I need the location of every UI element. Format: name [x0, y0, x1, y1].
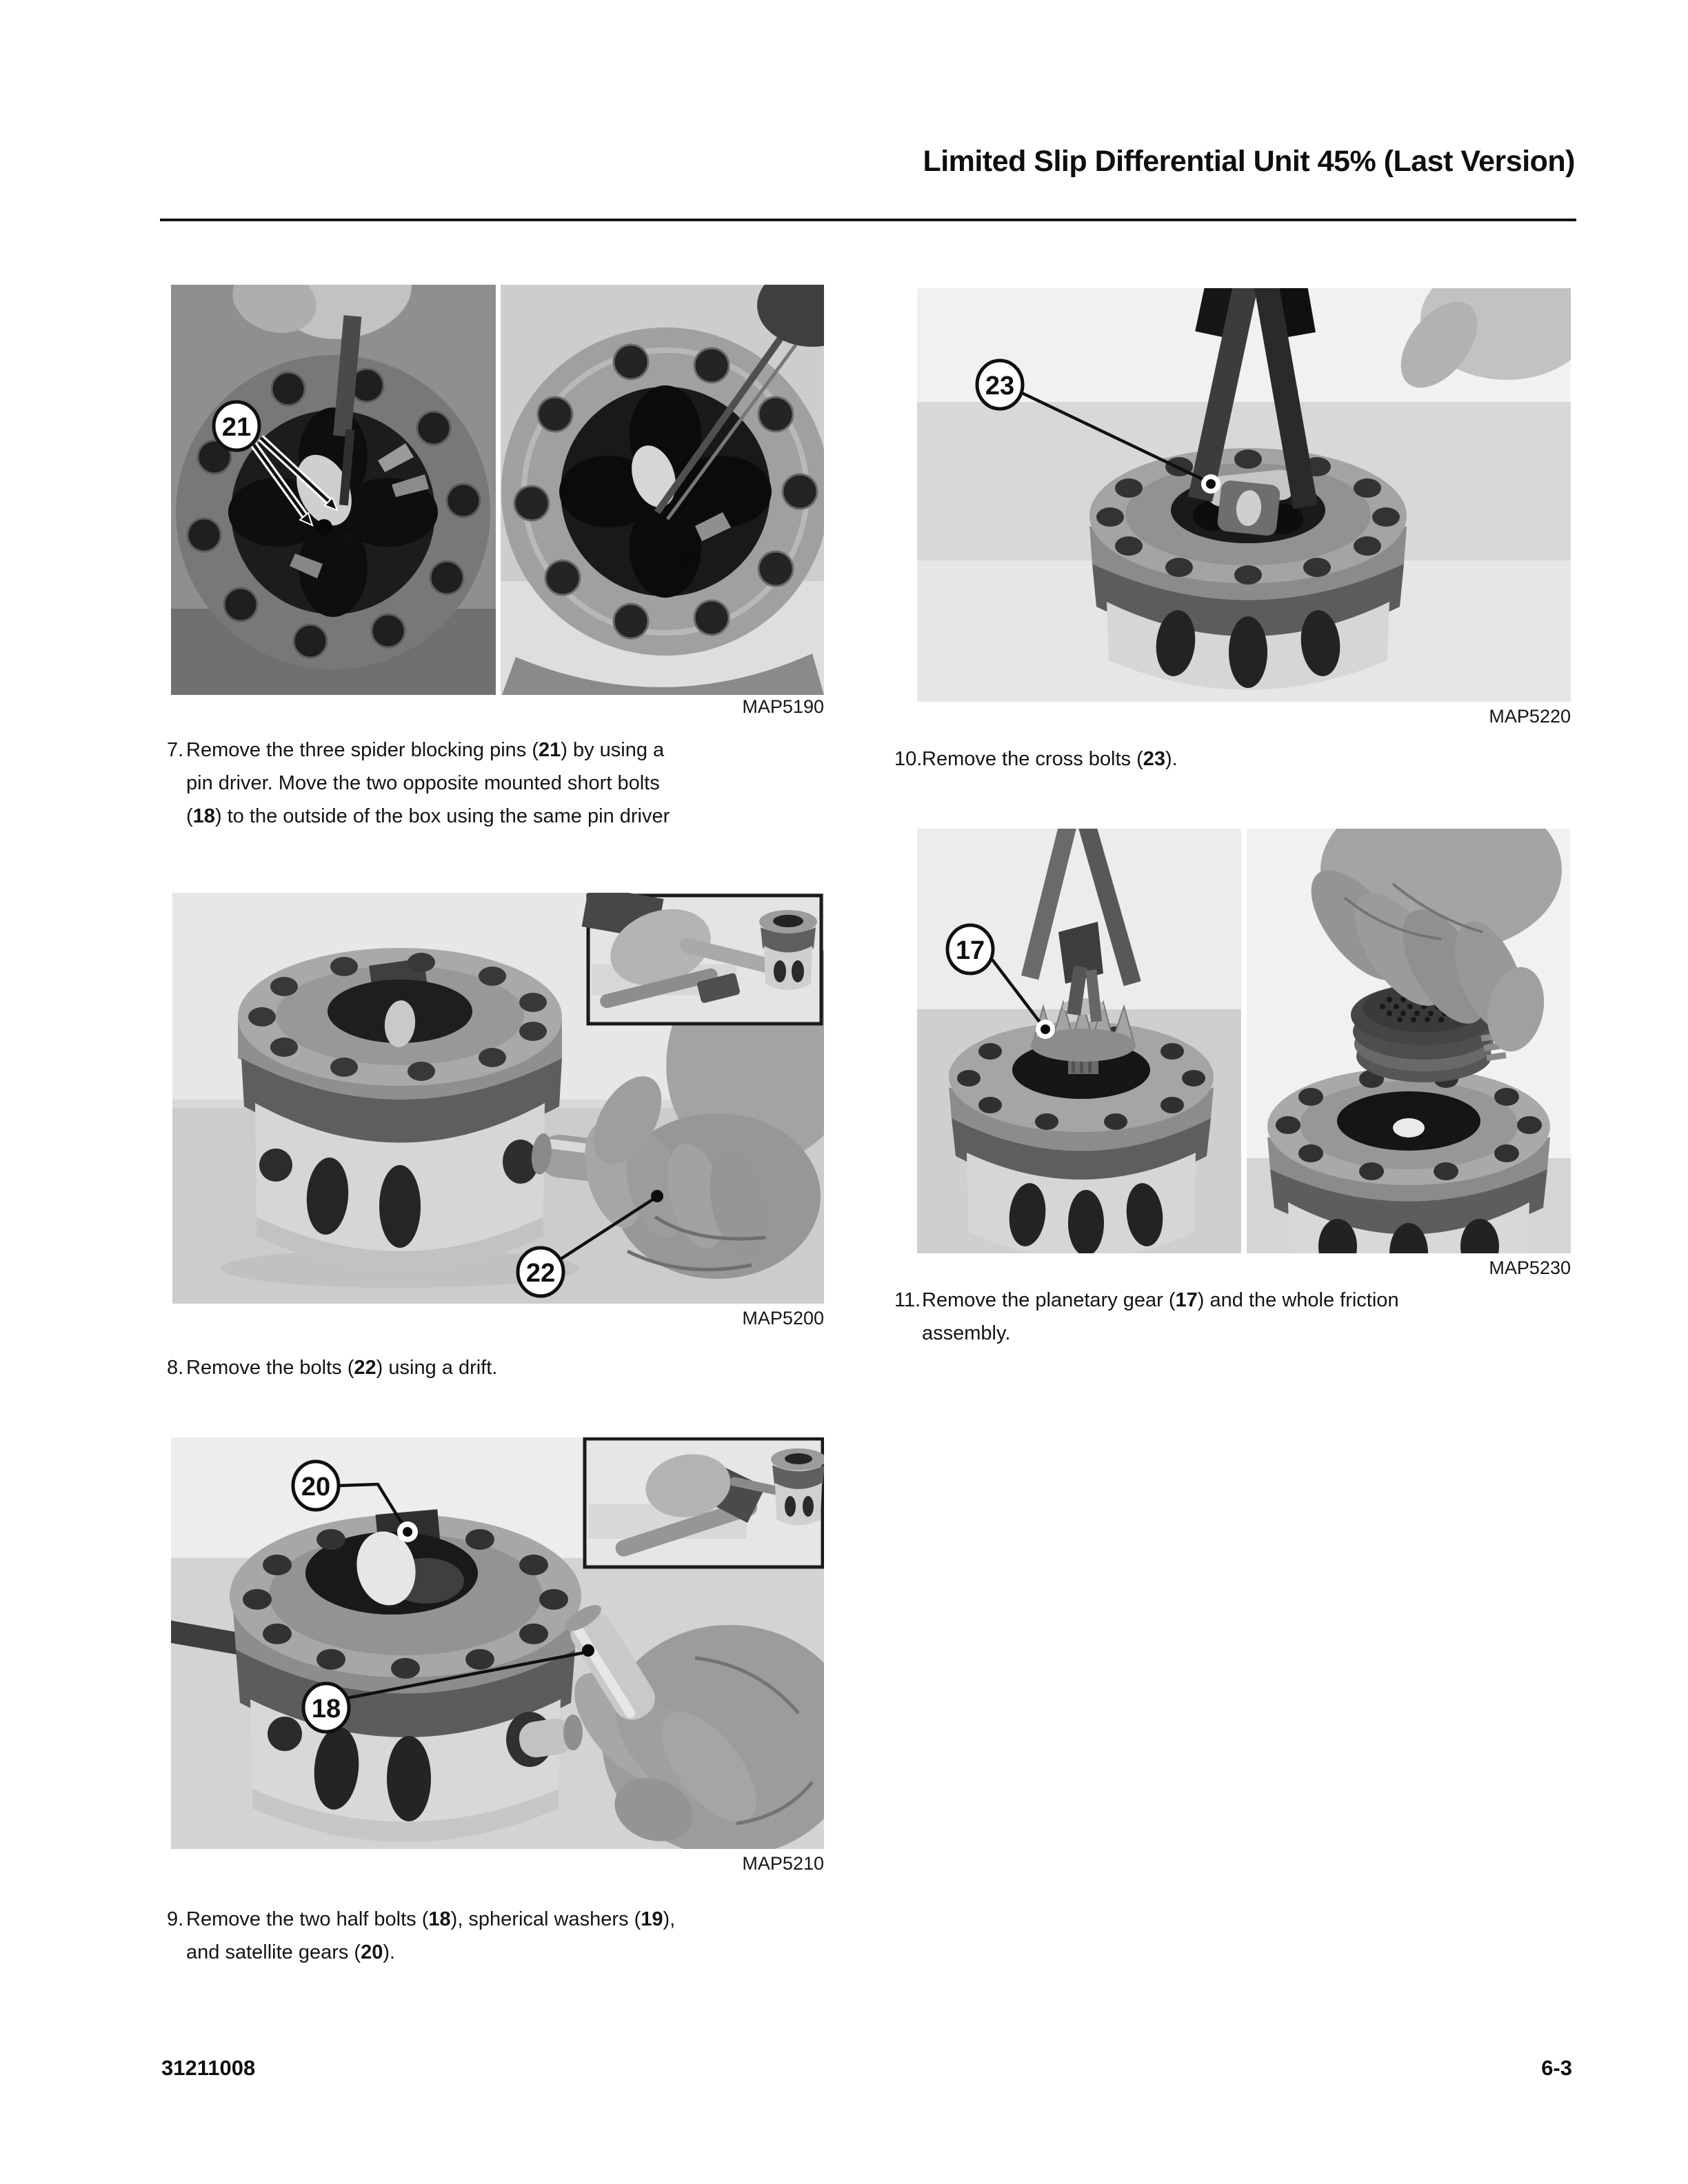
- figure-map5220: [917, 288, 1571, 702]
- footer-doc-number: 31211008: [161, 2056, 256, 2080]
- panel-seam: [1241, 829, 1247, 1253]
- step-8-text: Remove the bolts (22) using a drift.: [186, 1357, 498, 1379]
- left-panel: [917, 829, 1241, 1253]
- figure-label-map5230: MAP5230: [1489, 1257, 1571, 1278]
- photo-map5210: [171, 1437, 824, 1849]
- step-8-number: 8.: [167, 1357, 184, 1379]
- step-11-number: 11.: [894, 1289, 921, 1311]
- step-7-number: 7.: [167, 739, 184, 761]
- step-10-text: Remove the cross bolts (23).: [922, 748, 1178, 770]
- footer-page-number: 6-3: [1541, 2056, 1572, 2080]
- photo-map5200: [172, 893, 824, 1304]
- differential-housing: [230, 1509, 583, 1842]
- callout-20-number: 20: [301, 1473, 331, 1502]
- step-8: [167, 1351, 856, 1384]
- photo-map5220: [917, 288, 1571, 702]
- step-10-number: 10.: [894, 748, 923, 770]
- step-10: [894, 742, 1584, 776]
- figure-map5190: [171, 285, 824, 695]
- callout-17-number: 17: [955, 936, 985, 965]
- figure-label-map5190: MAP5190: [742, 696, 824, 717]
- step-9-number: 9.: [167, 1908, 184, 1930]
- callout-23-number: 23: [985, 372, 1015, 401]
- step-11: [894, 1284, 1584, 1350]
- figure-map5230: [917, 829, 1571, 1253]
- step-7: [167, 734, 856, 833]
- step-11-text: Remove the planetary gear (17) and the whole friction assembly.: [922, 1289, 1399, 1344]
- inset-photo: [585, 1439, 824, 1567]
- header-rule: [160, 219, 1576, 221]
- step-9-text: Remove the two half bolts (18), spherical washers (19), and satellite gears (20).: [186, 1908, 676, 1963]
- panel-seam: [496, 285, 501, 695]
- step-9: [167, 1903, 856, 1969]
- figure-label-map5210: MAP5210: [742, 1853, 824, 1874]
- callout-21-number: 21: [221, 413, 252, 442]
- figure-label-map5220: MAP5220: [1489, 706, 1571, 727]
- differential-housing: [238, 948, 562, 1271]
- photo-map5190: [171, 285, 824, 695]
- page-title: Limited Slip Differential Unit 45% (Last Version): [923, 145, 1575, 178]
- figure-map5210: [171, 1437, 824, 1849]
- step-7-text: Remove the three spider blocking pins (21) by using a pin driver. Move the two opposite mounted short bolts (18) to the outside of the box using the same pin driver: [186, 739, 670, 827]
- inset-housing: [759, 910, 817, 990]
- housing: [1267, 1068, 1550, 1253]
- figure-map5200: [172, 893, 824, 1304]
- photo-map5230: [917, 829, 1571, 1253]
- callout-18-number: 18: [311, 1695, 341, 1723]
- inset-photo: [582, 893, 821, 1024]
- left-panel: [171, 285, 496, 695]
- figure-label-map5200: MAP5200: [742, 1308, 824, 1328]
- right-panel: [1247, 829, 1571, 1253]
- callout-22-number: 22: [525, 1259, 556, 1288]
- inset-housing: [771, 1448, 824, 1526]
- right-panel: [501, 285, 824, 695]
